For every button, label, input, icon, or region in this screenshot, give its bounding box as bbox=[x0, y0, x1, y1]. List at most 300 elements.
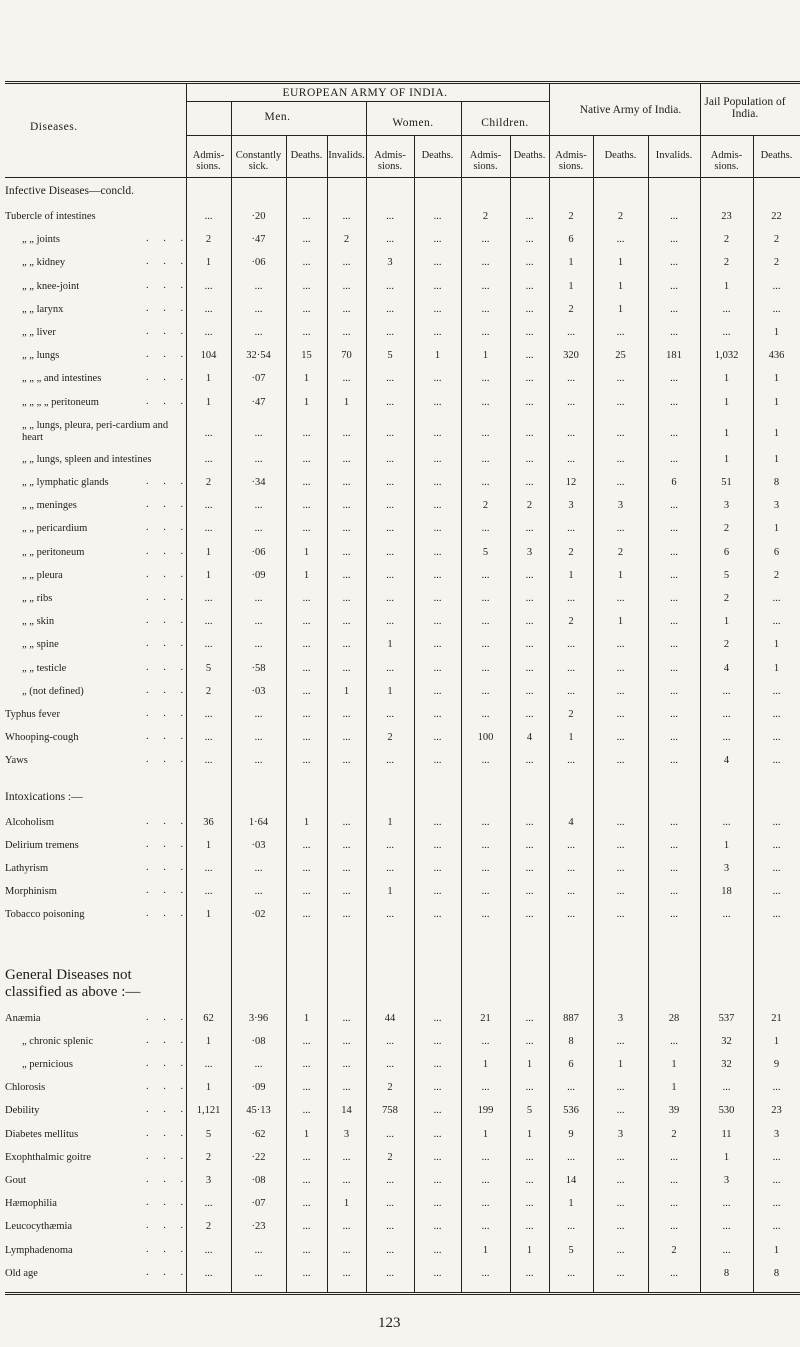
leader-dots: . . . bbox=[146, 638, 190, 650]
leader-dots: . . . bbox=[146, 731, 190, 743]
table-cell: ... bbox=[616, 1267, 625, 1279]
table-cell: ... bbox=[254, 1059, 263, 1070]
top-rule bbox=[5, 81, 800, 82]
table-cell: ... bbox=[386, 1267, 394, 1279]
table-cell: ... bbox=[302, 1244, 311, 1256]
row-label-text: Diabetes mellitus bbox=[5, 1128, 79, 1140]
row-label bbox=[0, 568, 190, 586]
table-cell: 1 bbox=[617, 616, 624, 628]
table-cell: ... bbox=[772, 616, 781, 628]
table-cell: 2 bbox=[205, 477, 212, 488]
table-cell: ... bbox=[386, 1244, 394, 1256]
table-cell: 2 bbox=[387, 1151, 393, 1163]
table-cell: ·62 bbox=[251, 1128, 266, 1140]
table-cell: ... bbox=[481, 755, 490, 767]
table-cell: ... bbox=[567, 1267, 575, 1279]
row-label-text: „ „ pericardium bbox=[22, 523, 88, 535]
row-label-text: Gout bbox=[5, 1175, 26, 1186]
table-cell: ... bbox=[670, 886, 678, 898]
table-cell: 8 bbox=[723, 1267, 730, 1279]
leader-dots: . . . bbox=[146, 661, 190, 673]
table-cell: 2 bbox=[568, 709, 574, 720]
table-cell: ... bbox=[386, 327, 394, 338]
table-cell: 1 bbox=[482, 1128, 489, 1140]
leader-dots: . . . bbox=[146, 1174, 190, 1185]
table-cell: 3 bbox=[568, 500, 574, 512]
table-cell: 32 bbox=[721, 1059, 732, 1070]
table-cell: ... bbox=[525, 593, 534, 604]
table-cell: ... bbox=[342, 1151, 351, 1163]
row-label-text: „ „ testicle bbox=[22, 662, 67, 674]
table-cell: 6 bbox=[568, 1059, 574, 1070]
table-cell: ... bbox=[616, 373, 625, 385]
leader-dots: . . . bbox=[146, 615, 190, 627]
table-cell: 5 bbox=[482, 546, 489, 558]
table-cell: 199 bbox=[477, 1105, 494, 1117]
table-cell: ... bbox=[616, 909, 625, 921]
row-label bbox=[0, 349, 190, 366]
table-cell: ... bbox=[525, 234, 534, 246]
table-cell: 100 bbox=[477, 732, 494, 744]
table-cell: 1 bbox=[617, 303, 624, 315]
bottom-rule bbox=[5, 1292, 800, 1293]
table-cell: ... bbox=[342, 569, 351, 581]
table-cell: ... bbox=[204, 886, 213, 898]
table-cell: ... bbox=[722, 1244, 731, 1256]
table-cell: ... bbox=[525, 211, 534, 222]
table-cell: 2 bbox=[773, 569, 780, 581]
row-label-text: Debility bbox=[5, 1105, 40, 1117]
row-label-text: Tubercle of intestines bbox=[5, 211, 96, 222]
table-cell: ... bbox=[525, 1012, 534, 1024]
table-cell: ... bbox=[302, 1059, 311, 1070]
table-cell: 1 bbox=[773, 373, 780, 385]
table-cell: ... bbox=[616, 732, 625, 744]
table-cell: 6 bbox=[723, 546, 730, 558]
row-label bbox=[0, 1243, 190, 1261]
column-header: Invalids. bbox=[328, 150, 365, 161]
row-label-text: „ „ kidney bbox=[22, 257, 66, 269]
row-label bbox=[0, 684, 190, 702]
table-cell: ... bbox=[342, 1175, 351, 1186]
table-cell: 1 bbox=[482, 1059, 489, 1070]
table-cell: ... bbox=[433, 523, 442, 535]
table-cell: 1 bbox=[343, 685, 350, 697]
table-cell: 3 bbox=[723, 863, 730, 874]
table-cell: ... bbox=[481, 1221, 490, 1233]
table-cell: ... bbox=[722, 1221, 731, 1233]
table-cell: 44 bbox=[384, 1012, 396, 1024]
leader-dots: . . . bbox=[146, 1034, 190, 1046]
row-label bbox=[0, 1174, 190, 1191]
table-cell: ... bbox=[481, 453, 490, 465]
table-cell: ... bbox=[433, 1267, 442, 1279]
table-cell: ... bbox=[254, 327, 263, 338]
table-cell: 1 bbox=[773, 1244, 780, 1256]
table-cell: 2 bbox=[723, 234, 730, 246]
table-cell: ... bbox=[342, 303, 351, 315]
table-cell: 1 bbox=[671, 1082, 677, 1094]
row-label bbox=[0, 838, 190, 856]
table-cell: ... bbox=[567, 662, 575, 674]
table-cell: 1 bbox=[723, 280, 730, 292]
table-cell: 1 bbox=[205, 1035, 212, 1047]
table-cell: ... bbox=[567, 755, 575, 767]
leader-dots: . . . bbox=[146, 233, 190, 245]
table-cell: ... bbox=[722, 685, 731, 697]
table-cell: 14 bbox=[565, 1175, 577, 1186]
table-cell: ... bbox=[567, 427, 575, 439]
table-cell: ... bbox=[204, 453, 213, 465]
table-cell: 1 bbox=[343, 1198, 350, 1210]
table-cell: ... bbox=[302, 303, 311, 315]
table-cell: 1 bbox=[205, 546, 212, 558]
row-label bbox=[0, 1011, 190, 1029]
table-cell: 1 bbox=[526, 1059, 533, 1070]
table-cell: ... bbox=[386, 1221, 394, 1233]
table-cell: 1 bbox=[568, 732, 574, 744]
table-cell: ... bbox=[670, 373, 678, 385]
table-cell: ... bbox=[386, 427, 394, 439]
table-cell: ... bbox=[386, 616, 394, 628]
table-cell: ... bbox=[481, 1035, 490, 1047]
table-cell: 32 bbox=[721, 1035, 732, 1047]
table-cell: 18 bbox=[721, 886, 732, 898]
table-cell: 11 bbox=[721, 1128, 732, 1140]
table-cell: 2 bbox=[671, 1128, 677, 1140]
table-cell: ... bbox=[204, 327, 213, 338]
row-label bbox=[0, 372, 190, 389]
table-cell: ... bbox=[254, 886, 263, 898]
row-label-text: „ „ spine bbox=[22, 639, 59, 651]
table-cell: ... bbox=[302, 280, 311, 292]
table-cell: 2 bbox=[205, 685, 212, 697]
table-cell: 2 bbox=[568, 616, 574, 628]
table-cell: ·20 bbox=[251, 211, 266, 222]
table-cell: ... bbox=[342, 280, 351, 292]
table-cell: ... bbox=[433, 1035, 442, 1047]
table-cell: ... bbox=[567, 396, 575, 408]
table-cell: ... bbox=[772, 1175, 781, 1186]
page-number: 123 bbox=[378, 1315, 401, 1331]
row-label-text: „ „ lymphatic glands bbox=[22, 477, 109, 488]
table-cell: ... bbox=[433, 280, 442, 292]
table-cell: ... bbox=[342, 327, 351, 338]
table-cell: ... bbox=[567, 1221, 575, 1233]
column-header: Admis-sions. bbox=[710, 150, 743, 172]
table-cell: ... bbox=[481, 373, 490, 385]
table-cell: ... bbox=[772, 685, 781, 697]
table-cell: ... bbox=[481, 1198, 490, 1210]
table-cell: ... bbox=[567, 1082, 575, 1094]
table-cell: ... bbox=[481, 909, 490, 921]
table-cell: ... bbox=[433, 816, 442, 828]
row-label bbox=[0, 499, 190, 516]
table-cell: ... bbox=[670, 1175, 678, 1186]
row-label bbox=[0, 454, 185, 470]
table-cell: 1,121 bbox=[196, 1105, 221, 1117]
table-cell: ... bbox=[342, 477, 351, 488]
table-cell: ... bbox=[670, 257, 678, 269]
table-cell: ... bbox=[386, 909, 394, 921]
table-cell: ... bbox=[616, 1175, 625, 1186]
table-cell: ... bbox=[567, 639, 575, 651]
table-cell: 1 bbox=[773, 1035, 780, 1047]
table-cell: ... bbox=[386, 1198, 394, 1210]
row-label-text: „ „ peritoneum bbox=[22, 546, 85, 558]
table-cell: ·03 bbox=[251, 685, 266, 697]
table-cell: ... bbox=[616, 234, 625, 246]
table-cell: ... bbox=[302, 1151, 311, 1163]
table-cell: ... bbox=[481, 427, 490, 439]
row-label-text: „ „ knee-joint bbox=[22, 280, 80, 292]
table-cell: ... bbox=[772, 755, 781, 767]
men-heading: Men. bbox=[264, 111, 291, 123]
table-cell: ... bbox=[386, 500, 394, 512]
table-cell: ... bbox=[204, 755, 213, 767]
row-label-text: „ (not defined) bbox=[22, 685, 84, 697]
table-cell: 1 bbox=[303, 373, 310, 385]
table-cell: ... bbox=[433, 732, 442, 744]
leader-dots: . . . bbox=[146, 279, 190, 291]
table-cell: ... bbox=[254, 1244, 263, 1256]
table-cell: ... bbox=[204, 211, 213, 222]
table-cell: ... bbox=[433, 616, 442, 628]
table-cell: 3 bbox=[773, 500, 780, 512]
table-cell: ... bbox=[433, 839, 442, 851]
table-cell: ... bbox=[525, 396, 534, 408]
table-cell: ... bbox=[254, 453, 263, 465]
table-cell: ... bbox=[302, 1198, 311, 1210]
table-cell: ... bbox=[525, 662, 534, 674]
table-cell: ... bbox=[302, 257, 311, 269]
table-cell: ... bbox=[254, 863, 263, 874]
table-cell: ... bbox=[481, 616, 490, 628]
table-cell: ... bbox=[433, 1128, 442, 1140]
table-cell: ... bbox=[525, 909, 534, 921]
row-label-text: „ „ pleura bbox=[22, 569, 63, 581]
table-cell: 8 bbox=[773, 1267, 780, 1279]
table-cell: 2 bbox=[387, 1082, 393, 1094]
row-label bbox=[0, 395, 190, 413]
table-cell: ... bbox=[433, 477, 442, 488]
table-cell: 36 bbox=[203, 816, 214, 828]
table-cell: ... bbox=[616, 453, 625, 465]
table-cell: ... bbox=[302, 839, 311, 851]
table-cell: ... bbox=[433, 373, 442, 385]
table-cell: 28 bbox=[668, 1012, 680, 1024]
table-cell: ... bbox=[342, 886, 351, 898]
row-label bbox=[0, 1127, 190, 1145]
table-cell: ... bbox=[204, 1267, 213, 1279]
table-cell: ·03 bbox=[251, 839, 266, 851]
leader-dots: . . . bbox=[146, 1220, 190, 1232]
table-cell: ... bbox=[254, 709, 263, 720]
table-cell: ... bbox=[302, 593, 311, 604]
table-cell: ... bbox=[204, 732, 213, 744]
leader-dots: . . . bbox=[146, 256, 190, 268]
table-cell: ... bbox=[204, 427, 213, 439]
table-cell: ... bbox=[722, 1198, 731, 1210]
row-label bbox=[0, 326, 190, 343]
table-cell: ... bbox=[616, 662, 625, 674]
table-cell: ... bbox=[386, 477, 394, 488]
row-label-text: Morphinism bbox=[5, 886, 57, 898]
table-cell: 62 bbox=[203, 1012, 214, 1024]
table-cell: ... bbox=[302, 863, 311, 874]
table-cell: ... bbox=[722, 1082, 731, 1094]
table-cell: 2 bbox=[723, 639, 730, 651]
table-cell: 2 bbox=[617, 211, 624, 222]
table-cell: 70 bbox=[341, 350, 352, 362]
table-cell: 1 bbox=[773, 327, 780, 338]
table-cell: 5 bbox=[568, 1244, 574, 1256]
row-label-text: „ „ lungs bbox=[22, 350, 60, 362]
leader-dots: . . . bbox=[146, 908, 190, 920]
leader-dots: . . . bbox=[146, 349, 190, 361]
leader-dots: . . . bbox=[146, 1127, 190, 1139]
table-cell: ... bbox=[342, 453, 351, 465]
row-label-text: Delirium tremens bbox=[5, 839, 79, 851]
table-cell: ... bbox=[433, 1244, 442, 1256]
table-cell: 887 bbox=[563, 1012, 579, 1024]
table-cell: ... bbox=[525, 569, 534, 581]
table-cell: 2 bbox=[205, 234, 212, 246]
column-header: Deaths. bbox=[290, 150, 323, 161]
table-cell: ... bbox=[302, 453, 311, 465]
table-cell: ... bbox=[386, 546, 394, 558]
table-cell: ... bbox=[772, 1221, 781, 1233]
table-cell: ... bbox=[567, 886, 575, 898]
table-cell: ... bbox=[342, 616, 351, 628]
table-cell: 1 bbox=[723, 616, 730, 628]
table-cell: 1 bbox=[723, 839, 730, 851]
table-cell: ... bbox=[433, 1175, 442, 1186]
table-cell: ... bbox=[616, 639, 625, 651]
table-cell: 8 bbox=[773, 477, 780, 488]
table-cell: 2 bbox=[482, 211, 489, 222]
table-cell: ... bbox=[433, 396, 442, 408]
table-cell: ... bbox=[302, 732, 311, 744]
table-cell: ... bbox=[670, 1198, 678, 1210]
leader-dots: . . . bbox=[146, 545, 190, 557]
table-cell: 25 bbox=[615, 350, 626, 362]
table-cell: 1 bbox=[303, 569, 310, 581]
table-cell: ... bbox=[386, 755, 394, 767]
table-cell: ... bbox=[386, 569, 394, 581]
table-cell: ... bbox=[204, 1244, 213, 1256]
table-cell: ... bbox=[525, 327, 534, 338]
table-cell: 3 bbox=[617, 1128, 624, 1140]
row-label-text: Old age bbox=[5, 1267, 38, 1279]
table-cell: ... bbox=[386, 839, 394, 851]
leader-dots: . . . bbox=[146, 568, 190, 580]
table-cell: ... bbox=[670, 546, 678, 558]
row-label bbox=[0, 233, 190, 250]
table-cell: ... bbox=[342, 593, 351, 604]
table-cell: 3 bbox=[526, 546, 533, 558]
table-cell: 181 bbox=[666, 350, 682, 362]
table-cell: ... bbox=[433, 327, 442, 338]
table-cell: ... bbox=[670, 427, 678, 439]
table-cell: ... bbox=[525, 523, 534, 535]
table-cell: ... bbox=[525, 1175, 534, 1186]
table-cell: 1,032 bbox=[714, 350, 739, 362]
leader-dots: . . . bbox=[146, 476, 190, 487]
table-cell: ... bbox=[342, 732, 351, 744]
table-cell: ... bbox=[433, 1151, 442, 1163]
table-cell: 1 bbox=[303, 396, 310, 408]
row-label-text: „ „ lungs, spleen and intestines bbox=[22, 453, 152, 465]
row-label-text: Hæmophilia bbox=[5, 1198, 57, 1210]
table-cell: ... bbox=[481, 1267, 490, 1279]
table-cell: ... bbox=[433, 453, 442, 465]
table-cell: ... bbox=[386, 303, 394, 315]
table-cell: 14 bbox=[341, 1105, 352, 1117]
row-label bbox=[0, 661, 190, 679]
table-cell: ... bbox=[481, 816, 490, 828]
table-cell: ... bbox=[616, 839, 625, 851]
leader-dots: . . . bbox=[146, 885, 190, 897]
table-cell: ... bbox=[567, 523, 575, 535]
table-cell: ... bbox=[302, 1035, 311, 1047]
table-cell: ·09 bbox=[251, 1082, 266, 1094]
table-cell: 1 bbox=[526, 1244, 533, 1256]
table-cell: ... bbox=[302, 1175, 311, 1186]
row-label-text: Anæmia bbox=[5, 1012, 41, 1024]
table-cell: ... bbox=[386, 453, 394, 465]
table-cell: ... bbox=[525, 1082, 534, 1094]
table-cell: 6 bbox=[671, 477, 677, 488]
table-cell: ... bbox=[567, 1151, 575, 1163]
table-cell: 3 bbox=[723, 500, 730, 512]
table-cell: 537 bbox=[718, 1012, 735, 1024]
table-cell: ... bbox=[616, 1151, 625, 1163]
table-cell: ... bbox=[302, 1267, 311, 1279]
table-cell: ... bbox=[481, 327, 490, 338]
table-cell: 39 bbox=[668, 1105, 680, 1117]
table-cell: ... bbox=[386, 280, 394, 292]
table-cell: ... bbox=[433, 639, 442, 651]
table-cell: ... bbox=[342, 816, 351, 828]
table-cell: ... bbox=[670, 685, 678, 697]
table-cell: ·23 bbox=[251, 1221, 266, 1233]
table-cell: ... bbox=[342, 909, 351, 921]
table-cell: 6 bbox=[773, 546, 780, 558]
table-cell: ... bbox=[722, 327, 731, 338]
column-header: Admis-sions. bbox=[555, 150, 587, 172]
table-cell: 758 bbox=[382, 1105, 398, 1117]
european-rule bbox=[186, 101, 549, 102]
table-cell: ... bbox=[433, 234, 442, 246]
table-cell: ... bbox=[670, 909, 678, 921]
table-cell: ... bbox=[525, 639, 534, 651]
table-cell: ... bbox=[302, 211, 311, 222]
table-cell: 436 bbox=[768, 350, 785, 362]
table-cell: 2 bbox=[482, 500, 489, 512]
table-cell: ... bbox=[204, 863, 213, 874]
table-cell: 1 bbox=[617, 257, 624, 269]
table-cell: ... bbox=[342, 211, 351, 222]
table-cell: 9 bbox=[773, 1059, 780, 1070]
row-label bbox=[0, 908, 190, 925]
table-cell: 1 bbox=[343, 396, 350, 408]
table-cell: 1 bbox=[387, 816, 393, 828]
table-cell: ... bbox=[481, 257, 490, 269]
table-cell: 8 bbox=[568, 1035, 574, 1047]
row-label bbox=[0, 1266, 190, 1284]
section-title: Intoxications :— bbox=[5, 790, 83, 803]
